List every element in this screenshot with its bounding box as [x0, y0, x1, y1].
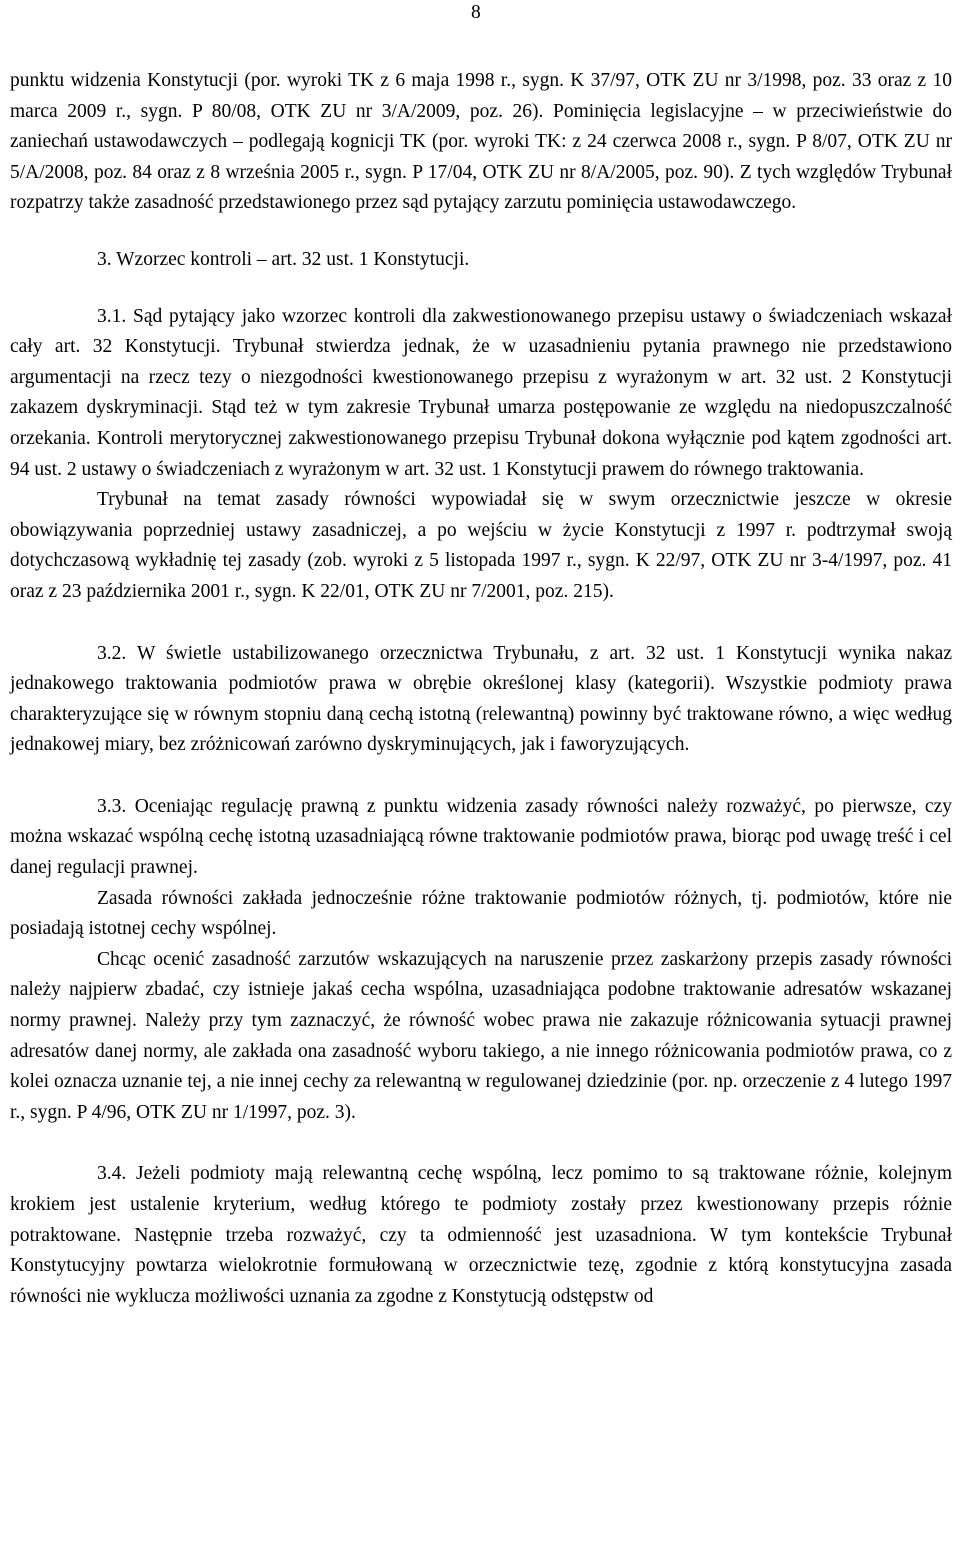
paragraph: 3.2. W świetle ustabilizowanego orzecznictwa Trybunału, z art. 32 ust. 1 Konstytucji wynika nakaz jednakowego traktowania podmiotów prawa w obrębie określonej klasy (kategorii). Wszystkie podmioty prawa charakteryzujące się w równym stopniu daną cechą istotną (relewantną) powinny być traktowane równo, a więc według jednakowej miary, bez zróżnicowań zarówno dyskryminujących, jak i faworyzujących. [10, 642, 952, 756]
paragraph: Chcąc ocenić zasadność zarzutów wskazujących na naruszenie przez zaskarżony przepis zasady równości należy najpierw zbadać, czy istnieje jakaś cecha wspólna, uzasadniająca podobne traktowanie adresatów wskazanej normy prawnej. Należy przy tym zaznaczyć, że równość wobec prawa nie zakazuje różnicowania sytuacji prawnej adresatów danej normy, ale zakłada ona zasadność wyboru takiego, a nie innego różnicowania podmiotów prawa, co z kolei oznacza uznanie tej, a nie innej cechy za relewantną w regulowanej dziedzinie (por. np. orzeczenie z 4 lutego 1997 r., sygn. P 4/96, OTK ZU nr 1/1997, poz. 3). [10, 948, 952, 1123]
paragraph: 3.1. Sąd pytający jako wzorzec kontroli dla zakwestionowanego przepisu ustawy o świadczeniach wskazał cały art. 32 Konstytucji. Trybunał stwierdza jednak, że w uzasadnieniu pytania prawnego nie przedstawiono argumentacji na rzecz tezy o niezgodności kwestionowanego przepisu z wyrażonym w art. 32 ust. 2 Konstytucji zakazem dyskryminacji. Stąd też w tym zakresie Trybunał umarza postępowanie ze względu na niedopuszczalność orzekania. Kontroli merytorycznej zakwestionowanego przepisu Trybunał dokona wyłącznie pod kątem zgodności art. 94 ust. 2 ustawy o świadczeniach z wyrażonym w art. 32 ust. 1 Konstytucji prawem do równego traktowania. [10, 305, 952, 480]
paragraph: 3.3. Oceniając regulację prawną z punktu widzenia zasady równości należy rozważyć, po pierwsze, czy można wskazać wspólną cechę istotną uzasadniającą równe traktowanie podmiotów prawa, biorąc pod uwagę treść i cel danej regulacji prawnej. [10, 795, 952, 879]
paragraph: punktu widzenia Konstytucji (por. wyroki TK z 6 maja 1998 r., sygn. K 37/97, OTK ZU nr 3/1998, poz. 33 oraz z 10 marca 2009 r., sygn. P 80/08, OTK ZU nr 3/A/2009, poz. 26). Pominięcia legislacyjne – w przeciwieństwie do zaniechań ustawodawczych – podlegają kognicji TK (por. wyroki TK: z 24 czerwca 2008 r., sygn. P 8/07, OTK ZU nr 5/A/2008, poz. 84 oraz z 8 września 2005 r., sygn. P 17/04, OTK ZU nr 8/A/2005, poz. 90). Z tych względów Trybunał rozpatrzy także zasadność przedstawionego przez sąd pytający zarzutu pominięcia ustawodawczego. [10, 70, 952, 214]
paragraph: 3.4. Jeżeli podmioty mają relewantną cechę wspólną, lecz pomimo to są traktowane różnie, kolejnym krokiem jest ustalenie kryterium, według którego te podmioty zostały przez kwestionowany przepis różnie potraktowane. Następnie trzeba rozważyć, czy ta odmienność jest uzasadniona. W tym kontekście Trybunał Konstytucyjny powtarza wielokrotnie formułowaną w orzecznictwie tezę, zgodnie z którą konstytucyjna zasada równości nie wyklucza możliwości uznania za zgodne z Konstytucją odstępstw od [10, 1163, 952, 1307]
page-number: 8 [471, 2, 481, 23]
section-heading: 3. Wzorzec kontroli – art. 32 ust. 1 Konstytucji. [97, 248, 470, 270]
paragraph: Trybunał na temat zasady równości wypowiadał się w swym orzecznictwie jeszcze w okresie obowiązywania poprzedniej ustawy zasadniczej, a po wejściu w życie Konstytucji z 1997 r. podtrzymał swoją dotychczasową wykładnię tej zasady (zob. wyroki z 5 listopada 1997 r., sygn. K 22/97, OTK ZU nr 3-4/1997, poz. 41 oraz z 23 października 2001 r., sygn. K 22/01, OTK ZU nr 7/2001, poz. 215). [10, 489, 952, 602]
document-body [10, 66, 952, 1312]
paragraph: Zasada równości zakłada jednocześnie różne traktowanie podmiotów różnych, tj. podmiotów, które nie posiadają istotnej cechy wspólnej. [10, 887, 952, 940]
